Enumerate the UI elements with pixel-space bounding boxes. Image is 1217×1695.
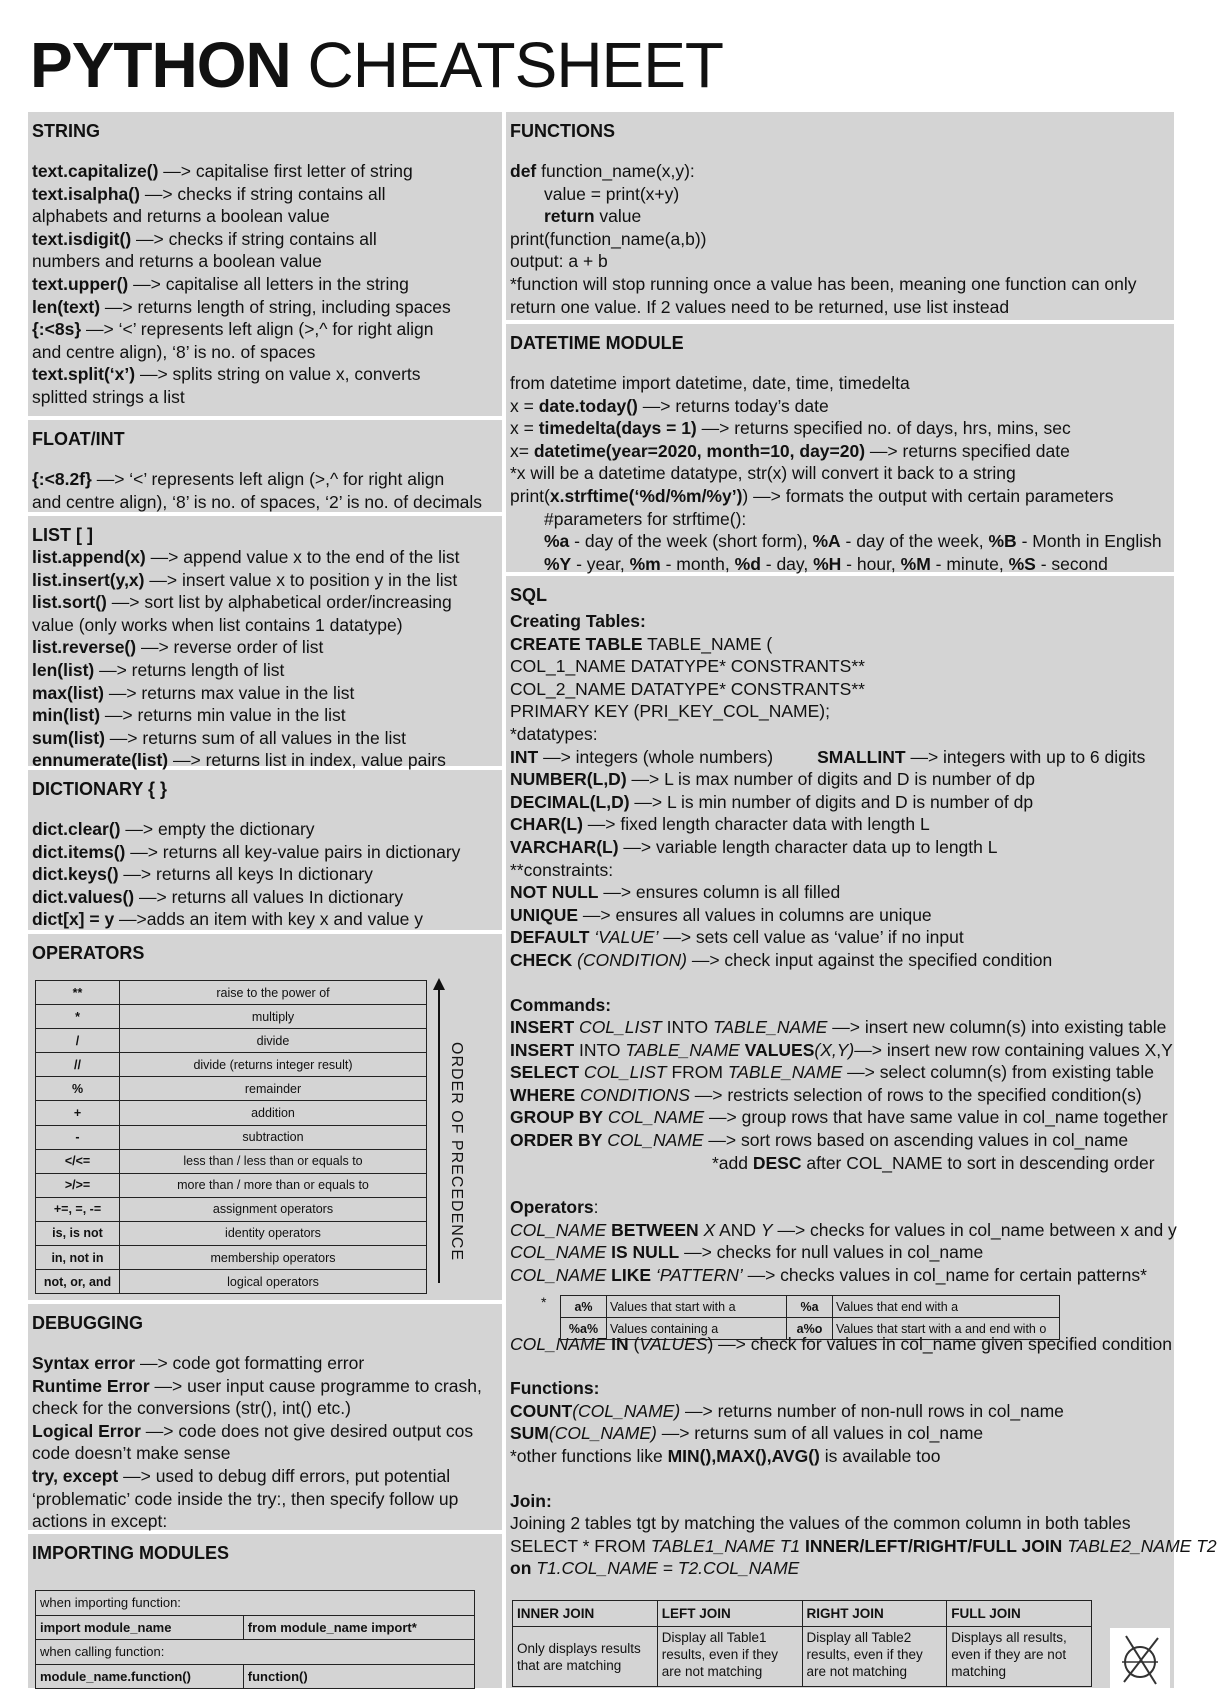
sql-line: Joining 2 tables tgt by matching the values of the common column in both tables <box>510 1513 1131 1534</box>
datetime-line: *x will be a datetime datatype, str(x) will convert it back to a string <box>510 463 1016 484</box>
operator-symbol: // <box>36 1053 120 1077</box>
float-line: and centre align), ‘8’ is no. of spaces, ‘2’ is no. of decimals <box>32 491 483 512</box>
import-table <box>35 1590 475 1689</box>
sql-line: COL_NAME IN (VALUES) —> check for values in col_name given specified condition <box>510 1333 1172 1354</box>
dict-line: dict.items() —> returns all key-value pairs in dictionary <box>32 841 461 862</box>
pattern-cell: %a% <box>561 1318 607 1340</box>
page-title <box>30 30 723 100</box>
section-heading: DEBUGGING <box>32 1313 144 1333</box>
sql-section <box>506 576 1217 1688</box>
func-line: *function will stop running once a value has been, meaning one function can only <box>510 273 1137 294</box>
debug-line: actions in except: <box>32 1511 168 1532</box>
table-row <box>36 1246 427 1270</box>
operator-desc: divide (returns integer result) <box>120 1053 427 1077</box>
list-line: max(list) —> returns max value in the list <box>32 682 355 703</box>
like-pattern-table <box>560 1295 1060 1340</box>
operator-desc: raise to the power of <box>120 981 427 1005</box>
dict-line: dict.clear() —> empty the dictionary <box>32 819 315 839</box>
sql-subheading: Creating Tables: <box>510 611 646 631</box>
dict-line: dict[x] = y —>adds an item with key x and value y <box>32 909 424 930</box>
func-line: return one value. If 2 values need to be returned, use list instead <box>510 296 1010 317</box>
sql-line: COL_NAME IS NULL —> checks for null values in col_name <box>510 1242 984 1263</box>
operator-desc: addition <box>120 1101 427 1125</box>
operator-desc: remainder <box>120 1077 427 1101</box>
pattern-cell: a%o <box>787 1318 833 1340</box>
sql-line: SELECT COL_LIST FROM TABLE_NAME —> select column(s) from existing table <box>510 1062 1154 1083</box>
sql-line: *other functions like MIN(),MAX(),AVG() is available too <box>510 1446 941 1466</box>
pattern-cell: a% <box>561 1296 607 1318</box>
datetime-line: from datetime import datetime, date, time, timedelta <box>510 373 910 393</box>
table-row <box>36 1101 427 1125</box>
operator-desc: more than / more than or equals to <box>120 1173 427 1197</box>
list-line: len(list) —> returns length of list <box>32 659 285 680</box>
table-row <box>561 1318 1060 1340</box>
sql-line: *add DESC after COL_NAME to sort in descending order <box>712 1152 1155 1173</box>
list-line: value (only works when list contains 1 datatype) <box>32 614 403 635</box>
sql-line: *datatypes: <box>510 723 598 744</box>
section-heading: IMPORTING MODULES <box>32 1543 229 1563</box>
sql-subheading: Functions: <box>510 1378 600 1399</box>
table-row <box>36 1615 475 1640</box>
section-heading: FUNCTIONS <box>510 121 615 141</box>
float-line: {:<8.2f} —> ‘<’ represents left align (>,^ for right align <box>32 469 445 489</box>
sql-line: NOT NULL —> ensures column is all filled <box>510 882 841 903</box>
sql-line: CHECK (CONDITION) —> check input against the specified condition <box>510 949 1053 970</box>
debug-line: try, except —> used to debug diff errors, put potential <box>32 1465 451 1486</box>
sql-line: INT —> integers (whole numbers) SMALLINT —> integers with up to 6 digits <box>510 746 1146 767</box>
sql-line: GROUP BY COL_NAME —> group rows that have same value in col_name together <box>510 1107 1168 1128</box>
operator-desc: logical operators <box>120 1270 427 1294</box>
operator-symbol: is, is not <box>36 1221 120 1245</box>
datetime-line: #parameters for strftime(): <box>544 508 747 529</box>
operator-desc: multiply <box>120 1005 427 1029</box>
import-cell: function() <box>243 1664 474 1689</box>
sql-line: COL_NAME BETWEEN X AND Y —> checks for values in col_name between x and y <box>510 1219 1177 1240</box>
table-row <box>36 1591 475 1616</box>
sql-line: CREATE TABLE TABLE_NAME ( <box>510 633 773 654</box>
debug-line: Syntax error —> code got formatting error <box>32 1353 365 1373</box>
table-row <box>36 1029 427 1053</box>
table-row <box>36 1270 427 1294</box>
sql-subheading: Operators: <box>510 1197 599 1218</box>
string-line: text.split(‘x’) —> splits string on value x, converts <box>32 364 421 385</box>
pattern-desc: Values containing a <box>607 1318 787 1340</box>
func-line: def function_name(x,y): <box>510 161 695 181</box>
table-row <box>36 1053 427 1077</box>
sql-line: COL_1_NAME DATATYPE* CONSTRANTS** <box>510 656 865 677</box>
import-cell: import module_name <box>36 1615 244 1640</box>
debug-line: check for the conversions (str(), int() etc.) <box>32 1398 351 1419</box>
string-line: text.capitalize() —> capitalise first letter of string <box>32 161 413 181</box>
list-line: sum(list) —> returns sum of all values in the list <box>32 727 406 748</box>
func-line: output: a + b <box>510 251 608 272</box>
func-line: print(function_name(a,b)) <box>510 228 707 249</box>
import-caption: when importing function: <box>36 1591 475 1616</box>
operator-symbol: % <box>36 1077 120 1101</box>
table-row <box>36 1640 475 1665</box>
sql-line: DECIMAL(L,D) —> L is min number of digits and D is number of dp <box>510 791 1034 812</box>
pattern-desc: Values that start with a <box>607 1296 787 1318</box>
string-line: and centre align), ‘8’ is no. of spaces <box>32 341 316 362</box>
section-heading: DATETIME MODULE <box>510 333 684 353</box>
join-desc: Display all Table1 results, even if they are not matching <box>657 1627 802 1687</box>
string-section <box>28 112 502 416</box>
operator-symbol: not, or, and <box>36 1270 120 1294</box>
string-line: alphabets and returns a boolean value <box>32 206 330 227</box>
precedence-arrow-line <box>438 983 440 1283</box>
debug-line: code doesn’t make sense <box>32 1443 231 1464</box>
string-line: len(text) —> returns length of string, including spaces <box>32 296 451 317</box>
join-type: RIGHT JOIN <box>802 1601 947 1627</box>
table-row <box>561 1296 1060 1318</box>
debug-line: Logical Error —> code does not give desired output cos <box>32 1420 474 1441</box>
table-row <box>36 1221 427 1245</box>
join-type: INNER JOIN <box>513 1601 658 1627</box>
operator-desc: assignment operators <box>120 1197 427 1221</box>
logo-mark <box>1110 1628 1170 1688</box>
table-row <box>36 1125 427 1149</box>
list-line: list.insert(y,x) —> insert value x to position y in the list <box>32 569 458 590</box>
sql-line: ORDER BY COL_NAME —> sort rows based on ascending values in col_name <box>510 1130 1129 1151</box>
section-heading: FLOAT/INT <box>32 429 125 449</box>
operator-symbol: * <box>36 1005 120 1029</box>
dict-line: dict.values() —> returns all values In dictionary <box>32 886 404 907</box>
string-line: text.upper() —> capitalise all letters in the string <box>32 273 409 294</box>
dict-line: dict.keys() —> returns all keys In dictionary <box>32 864 373 885</box>
operator-symbol: +=, =, -= <box>36 1197 120 1221</box>
import-cell: from module_name import* <box>243 1615 474 1640</box>
operator-symbol: + <box>36 1101 120 1125</box>
list-line: list.reverse() —> reverse order of list <box>32 637 324 658</box>
datetime-line: print(x.strftime(‘%d/%m/%y’)) —> formats the output with certain parameters <box>510 485 1114 506</box>
like-table-footnote-star: * <box>541 1294 547 1310</box>
sql-line: on T1.COL_NAME = T2.COL_NAME <box>510 1558 800 1579</box>
section-heading: OPERATORS <box>32 943 145 963</box>
sql-line: SUM(COL_NAME) —> returns sum of all values in col_name <box>510 1423 984 1444</box>
list-line: list.append(x) —> append value x to the end of the list <box>32 547 460 567</box>
sql-line: **constraints: <box>510 859 614 880</box>
logo-icon <box>1110 1628 1170 1688</box>
sql-subheading: Join: <box>510 1490 552 1511</box>
list-line: min(list) —> returns min value in the list <box>32 705 346 726</box>
operator-symbol: - <box>36 1125 120 1149</box>
operator-symbol: / <box>36 1029 120 1053</box>
sql-line: PRIMARY KEY (PRI_KEY_COL_NAME); <box>510 701 830 722</box>
sql-line: UNIQUE —> ensures all values in columns are unique <box>510 904 932 925</box>
sql-line: SELECT * FROM TABLE1_NAME T1 INNER/LEFT/RIGHT/FULL JOIN TABLE2_NAME T2 <box>510 1535 1217 1556</box>
dictionary-section <box>28 770 502 930</box>
table-row <box>36 1077 427 1101</box>
list-section <box>28 516 502 771</box>
operator-symbol: ** <box>36 981 120 1005</box>
func-line: value = print(x+y) <box>544 183 680 204</box>
join-type: FULL JOIN <box>947 1601 1092 1627</box>
table-row <box>36 1173 427 1197</box>
sql-line: CHAR(L) —> fixed length character data with length L <box>510 814 930 835</box>
operators-table <box>35 980 427 1294</box>
string-line: text.isdigit() —> checks if string contains all <box>32 228 377 249</box>
title-light: CHEATSHEET <box>307 29 723 101</box>
join-desc: Displays all results, even if they are not matching <box>947 1627 1092 1687</box>
sql-line: COUNT(COL_NAME) —> returns number of non-null rows in col_name <box>510 1400 1064 1421</box>
debugging-section <box>28 1304 502 1530</box>
datetime-line: x = date.today() —> returns today’s date <box>510 395 829 416</box>
sql-line: WHERE CONDITIONS —> restricts selection of rows to the specified condition(s) <box>510 1084 1142 1105</box>
table-row <box>36 1149 427 1173</box>
operator-desc: less than / less than or equals to <box>120 1149 427 1173</box>
string-line: numbers and returns a boolean value <box>32 251 322 272</box>
operator-symbol: </<= <box>36 1149 120 1173</box>
sql-line: NUMBER(L,D) —> L is max number of digits and D is number of dp <box>510 769 1036 790</box>
string-line: {:<8s} —> ‘<’ represents left align (>,^ for right align <box>32 319 434 340</box>
table-row <box>513 1627 1092 1687</box>
join-desc: Only displays results that are matching <box>513 1627 658 1687</box>
operator-desc: divide <box>120 1029 427 1053</box>
import-cell: module_name.function() <box>36 1664 244 1689</box>
datetime-line: %Y - year, %m - month, %d - day, %H - hour, %M - minute, %S - second <box>544 553 1108 574</box>
list-line: ennumerate(list) —> returns list in index, value pairs <box>32 750 446 771</box>
import-caption: when calling function: <box>36 1640 475 1665</box>
datetime-line: %a - day of the week (short form), %A - day of the week, %B - Month in English <box>544 531 1162 552</box>
sql-line: INSERT INTO TABLE_NAME VALUES(X,Y)—> insert new row containing values X,Y <box>510 1039 1173 1060</box>
list-line: list.sort() —> sort list by alphabetical order/increasing <box>32 592 452 613</box>
datetime-line: x = timedelta(days = 1) —> returns specified no. of days, hrs, mins, sec <box>510 418 1071 439</box>
title-bold: PYTHON <box>30 29 291 101</box>
datetime-line: x= datetime(year=2020, month=10, day=20) —> returns specified date <box>510 440 1070 461</box>
functions-section <box>506 112 1174 320</box>
table-row <box>513 1601 1092 1627</box>
float-section <box>28 420 502 512</box>
table-row <box>36 1664 475 1689</box>
precedence-label: ORDER OF PRECEDENCE <box>448 1042 465 1262</box>
pattern-desc: Values that end with a <box>833 1296 1060 1318</box>
table-row <box>36 1197 427 1221</box>
section-heading: LIST [ ] <box>32 525 93 545</box>
sql-line: INSERT COL_LIST INTO TABLE_NAME —> insert new column(s) into existing table <box>510 1017 1167 1038</box>
sql-line: DEFAULT ‘VALUE’ —> sets cell value as ‘value’ if no input <box>510 927 964 948</box>
debug-line: ‘problematic’ code inside the try:, then specify follow up <box>32 1488 459 1509</box>
datetime-section <box>506 324 1174 572</box>
join-table <box>512 1600 1092 1687</box>
pattern-cell: %a <box>787 1296 833 1318</box>
sql-line: COL_2_NAME DATATYPE* CONSTRANTS** <box>510 678 865 699</box>
section-heading: STRING <box>32 121 101 141</box>
join-type: LEFT JOIN <box>657 1601 802 1627</box>
operator-desc: identity operators <box>120 1221 427 1245</box>
section-heading: DICTIONARY { } <box>32 779 168 799</box>
table-row <box>36 981 427 1005</box>
string-line: splitted strings a list <box>32 386 185 407</box>
func-line: return value <box>544 206 642 227</box>
sql-subheading: Commands: <box>510 994 612 1015</box>
sql-line: COL_NAME LIKE ‘PATTERN’ —> checks values in col_name for certain patterns* <box>510 1265 1147 1286</box>
operator-desc: subtraction <box>120 1125 427 1149</box>
join-desc: Display all Table2 results, even if they are not matching <box>802 1627 947 1687</box>
table-row <box>36 1005 427 1029</box>
sql-line: VARCHAR(L) —> variable length character data up to length L <box>510 836 998 857</box>
operator-desc: membership operators <box>120 1246 427 1270</box>
operator-symbol: >/>= <box>36 1173 120 1197</box>
pattern-desc: Values that start with a and end with o <box>833 1318 1060 1340</box>
debug-line: Runtime Error —> user input cause programme to crash, <box>32 1375 482 1396</box>
section-heading: SQL <box>510 585 548 605</box>
string-lines <box>32 160 498 409</box>
operator-symbol: in, not in <box>36 1246 120 1270</box>
string-line: text.isalpha() —> checks if string contains all <box>32 183 386 204</box>
